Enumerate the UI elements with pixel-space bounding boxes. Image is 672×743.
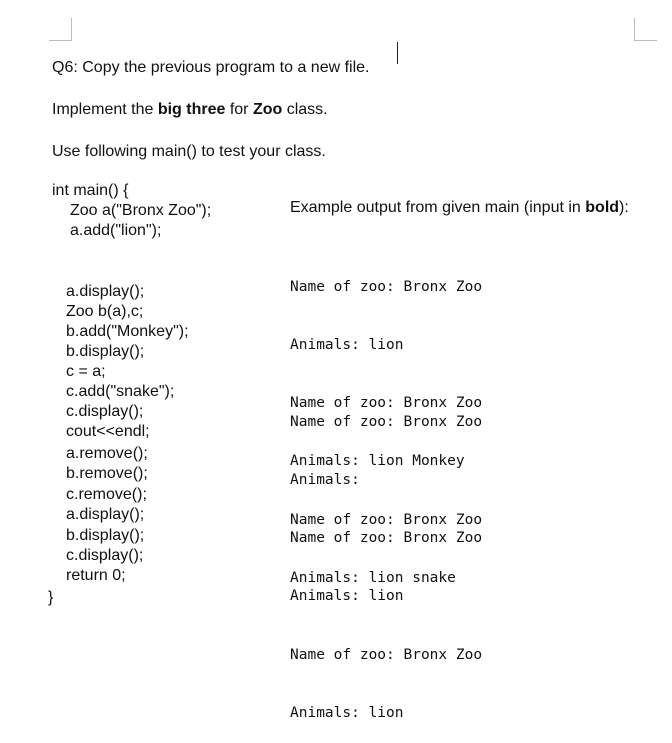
- output-line: Name of zoo: Bronx Zoo: [290, 395, 483, 412]
- text-cursor: [397, 42, 398, 64]
- output-line: Animals: lion: [290, 337, 404, 354]
- code-line: c.display();: [66, 547, 144, 564]
- code-line: int main() {: [52, 182, 129, 199]
- page-corner-mark-left: [49, 18, 72, 41]
- output-line: Animals:: [290, 472, 360, 489]
- question-instruction: [52, 100, 328, 120]
- code-line: a.display();: [66, 506, 145, 523]
- code-line: a.remove();: [66, 445, 148, 462]
- code-line: b.add("Monkey");: [66, 323, 189, 340]
- code-line: b.remove();: [66, 465, 148, 482]
- code-line: c.remove();: [66, 486, 147, 503]
- example-output-caption: [290, 199, 629, 217]
- caption-bold-word: bold: [585, 199, 620, 216]
- code-line: Zoo a("Bronx Zoo");: [70, 202, 212, 219]
- code-line: a.display();: [66, 283, 145, 300]
- output-line: Animals: lion: [290, 588, 404, 605]
- code-line: return 0;: [66, 567, 126, 584]
- code-line: b.display();: [66, 343, 145, 360]
- code-line: cout<<endl;: [66, 423, 150, 440]
- output-line: Name of zoo: Bronx Zoo: [290, 530, 483, 547]
- output-line: Animals: lion snake: [290, 569, 456, 586]
- output-block-2: [290, 374, 482, 743]
- output-line: Name of zoo: Bronx Zoo: [290, 278, 483, 295]
- question-heading: Q6: Copy the previous program to a new file.: [52, 59, 370, 76]
- output-line: Animals: lion Monkey: [290, 453, 465, 470]
- instruction-bold-big-three: big three: [157, 101, 226, 118]
- instruction-text-suffix: class.: [282, 101, 328, 118]
- output-line: Name of zoo: Bronx Zoo: [290, 646, 483, 663]
- code-line: b.display();: [66, 527, 145, 544]
- question-test-note: Use following main() to test your class.: [52, 143, 326, 160]
- output-line: Name of zoo: Bronx Zoo: [290, 511, 483, 528]
- code-line: }: [48, 589, 54, 606]
- caption-text-prefix: Example output from given main (input in: [290, 199, 586, 216]
- instruction-bold-zoo: Zoo: [252, 101, 283, 118]
- instruction-text-mid: for: [225, 101, 253, 118]
- code-line: a.add("lion");: [70, 222, 162, 239]
- code-line: c.add("snake");: [66, 383, 175, 400]
- output-line: Name of zoo: Bronx Zoo: [290, 413, 483, 430]
- caption-text-suffix: ):: [619, 199, 629, 216]
- code-line: c = a;: [66, 363, 106, 380]
- code-line: c.display();: [66, 403, 144, 420]
- output-line: Animals: lion: [290, 704, 404, 721]
- instruction-text-prefix: Implement the: [52, 101, 158, 118]
- code-line: Zoo b(a),c;: [66, 303, 144, 320]
- page-corner-mark-right: [634, 18, 657, 41]
